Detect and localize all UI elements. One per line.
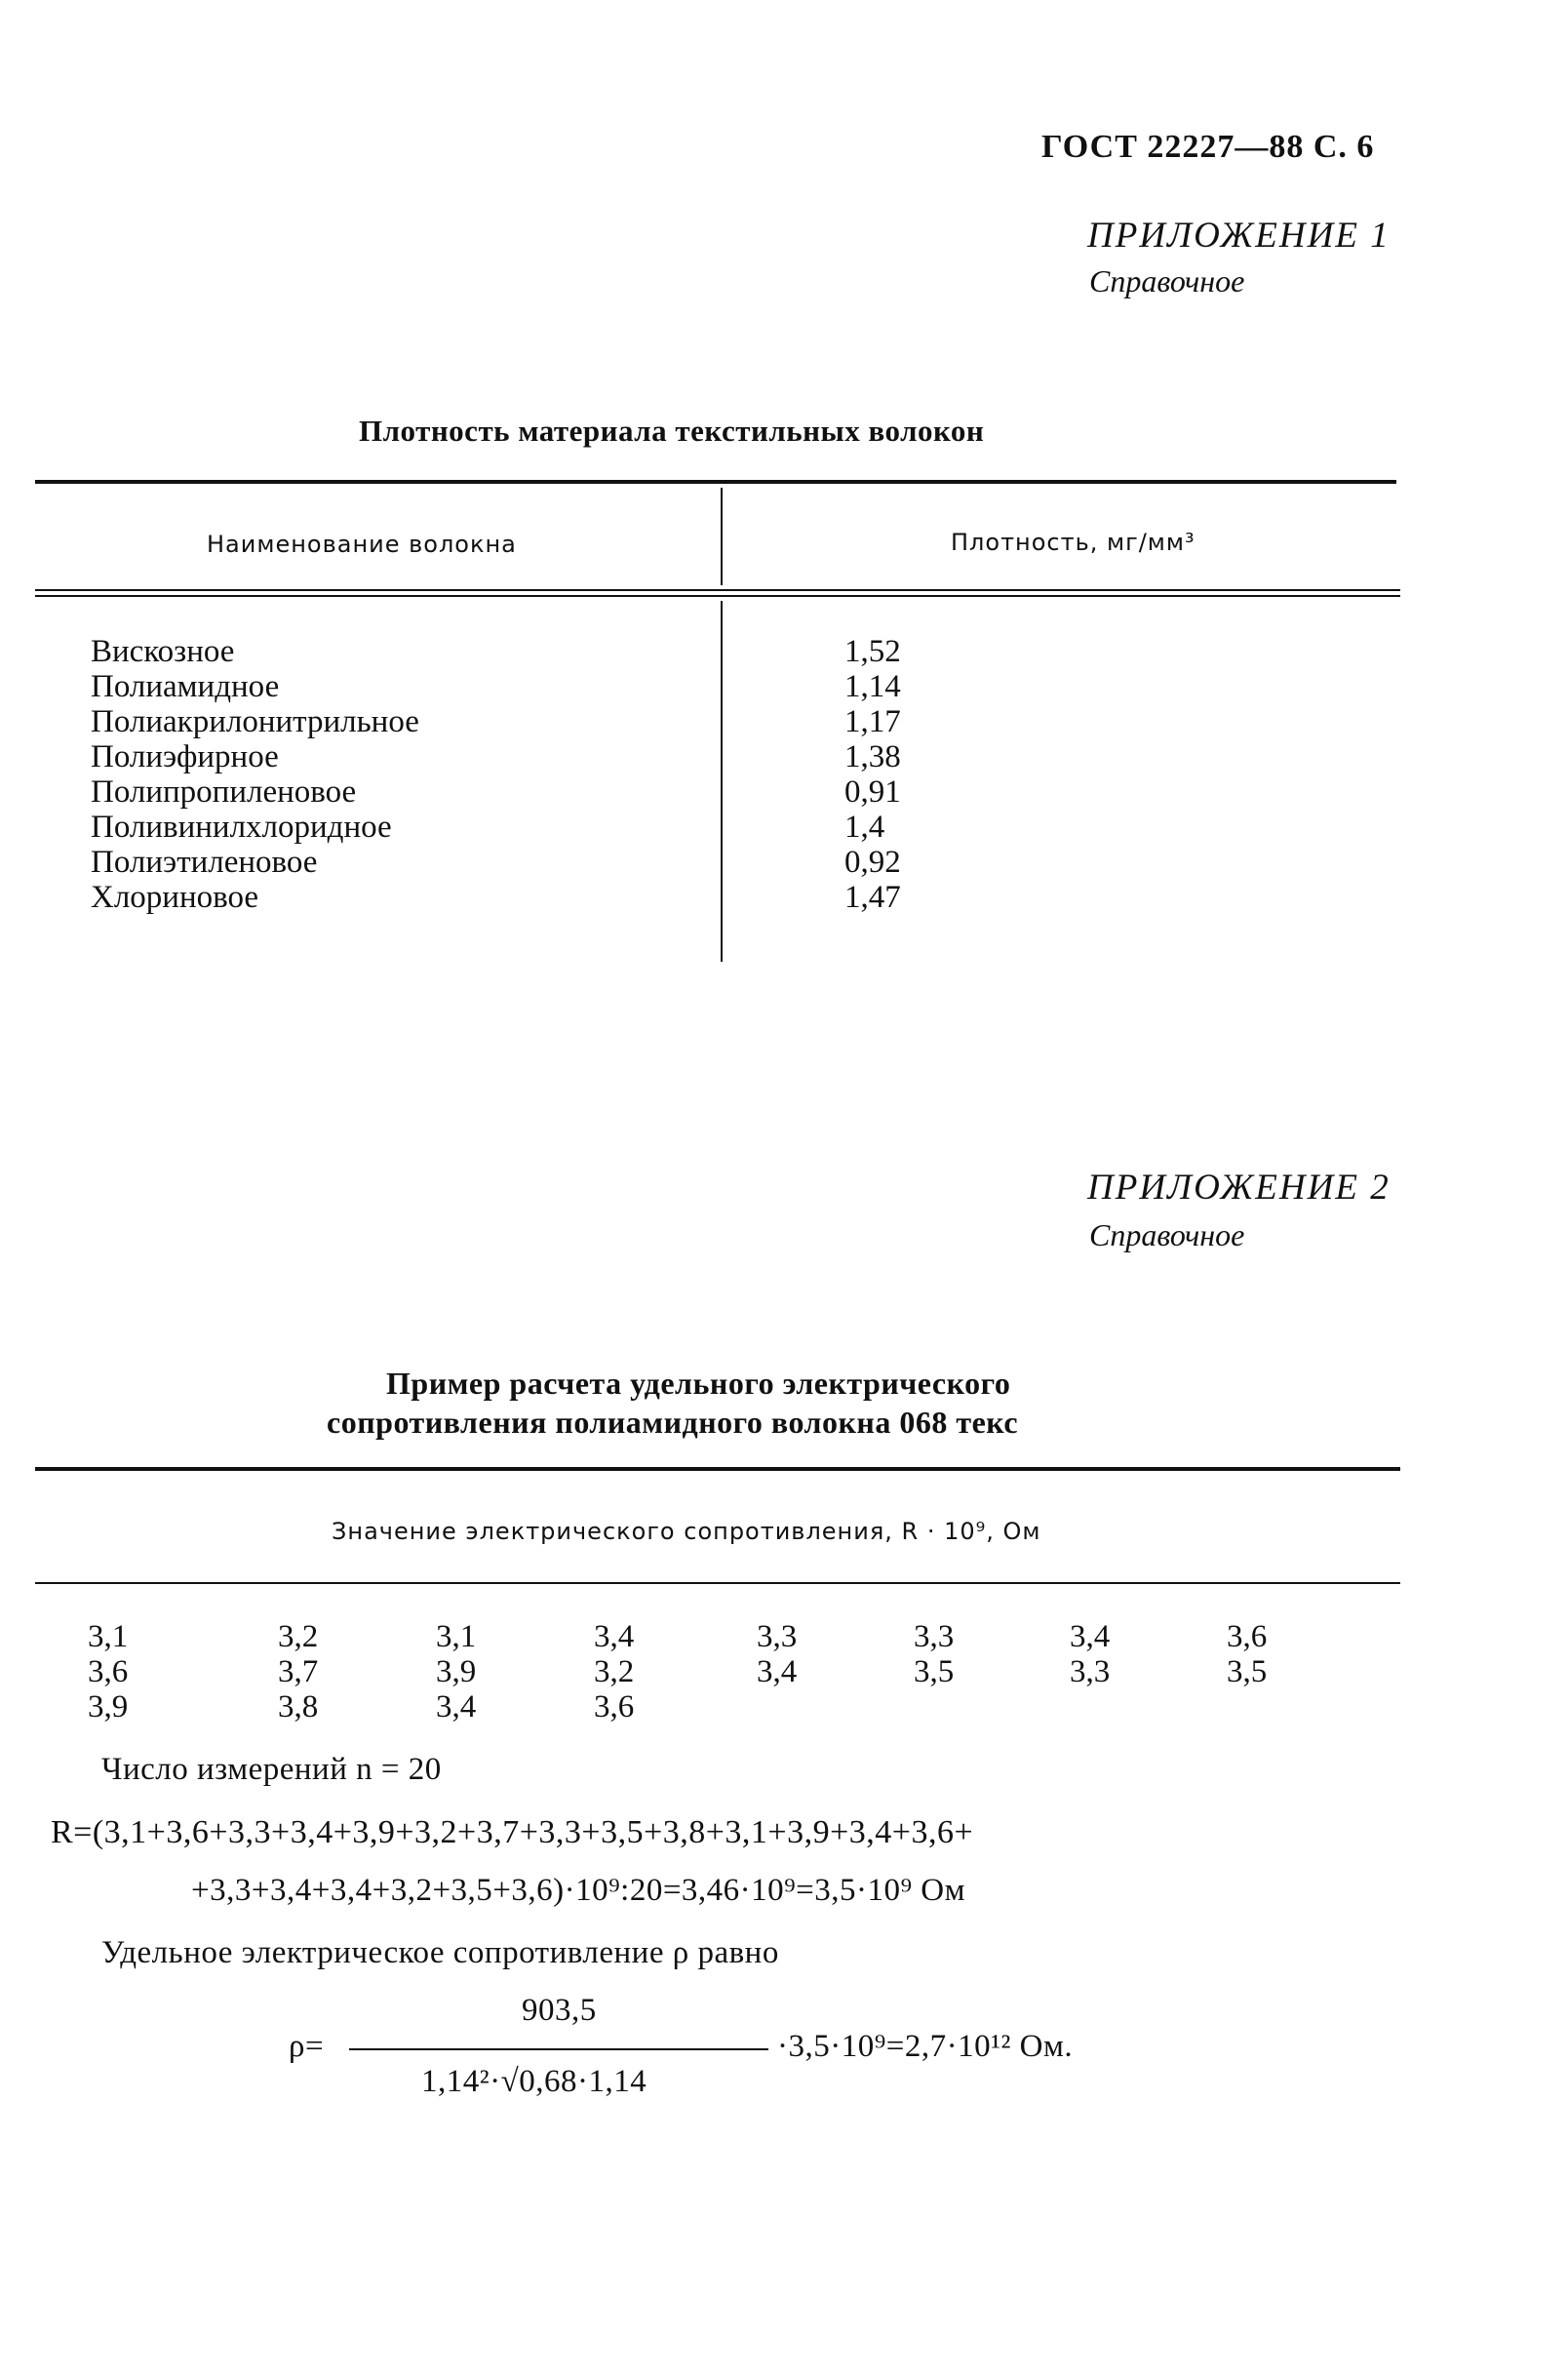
table-cell: 3,5 [1227, 1654, 1268, 1689]
appendix1-title: ПРИЛОЖЕНИЕ 1 [1087, 216, 1391, 256]
table-cell: 0,92 [844, 845, 901, 880]
table-cell: 1,52 [844, 634, 901, 669]
table-cell: 3,4 [594, 1619, 635, 1654]
table-row: Хлориновое [91, 880, 259, 915]
table-cell: 0,91 [844, 774, 901, 810]
table-cell: 3,3 [914, 1619, 955, 1654]
values-column-8 [1227, 1619, 1267, 1689]
table-cell: 3,6 [1227, 1619, 1268, 1654]
table-cell: 1,14 [844, 669, 901, 704]
table-cell: 3,8 [278, 1689, 319, 1725]
table-cell: 3,2 [594, 1654, 635, 1689]
values-column-5 [757, 1619, 797, 1689]
measurement-count: Число измерений n = 20 [101, 1752, 442, 1787]
table2-caption-line2: сопротивления полиамидного волокна 068 текс [327, 1405, 1019, 1440]
table1-col-name-header: Наименование волокна [207, 531, 517, 558]
values-column-7 [1070, 1619, 1110, 1689]
values-column-3 [436, 1619, 476, 1725]
resistivity-sentence: Удельное электрическое сопротивление ρ равно [101, 1935, 779, 1970]
table-cell: 3,6 [88, 1654, 129, 1689]
table-cell: 3,9 [88, 1689, 129, 1725]
values-column-6 [914, 1619, 954, 1689]
table1-body-divider [721, 601, 723, 962]
rho-symbol: ρ= [289, 2029, 325, 2064]
table-cell: 3,5 [914, 1654, 955, 1689]
table1-caption: Плотность материала текстильных волокон [359, 414, 985, 448]
table-row: Полиакрилонитрильное [91, 704, 419, 739]
table2-top-rule [35, 1467, 1400, 1471]
table2-caption-line1: Пример расчета удельного электрического [386, 1366, 1011, 1401]
table-cell: 3,6 [594, 1689, 635, 1725]
table1-fiber-names [91, 634, 419, 915]
appendix2-subtitle: Справочное [1089, 1217, 1245, 1252]
formula-r-line1: R=(3,1+3,6+3,3+3,4+3,9+3,2+3,7+3,3+3,5+3,8+3,1+3,9+3,4+3,6+ [51, 1814, 974, 1850]
table-row: Полипропиленовое [91, 774, 357, 810]
values-column-2 [278, 1619, 318, 1725]
table1-densities [844, 634, 901, 915]
table-row: Полиэтиленовое [91, 845, 318, 880]
table-cell: 3,2 [278, 1619, 319, 1654]
table-cell: 3,3 [1070, 1654, 1111, 1689]
table1-header-rule-2 [35, 595, 1400, 597]
table-row: Полиамидное [91, 669, 280, 704]
table2-header: Значение электрического сопротивления, R · 10⁹, Ом [332, 1518, 1041, 1545]
table-cell: 1,38 [844, 739, 901, 774]
values-column-4 [594, 1619, 634, 1725]
rho-result: ·3,5·10⁹=2,7·10¹² Ом. [777, 2029, 1074, 2064]
table-cell: 3,3 [757, 1619, 798, 1654]
rho-numerator: 903,5 [522, 1993, 597, 2028]
rho-denominator: 1,14²·√0,68·1,14 [421, 2064, 647, 2099]
table-row: Вискозное [91, 634, 235, 669]
table-cell: 3,7 [278, 1654, 319, 1689]
fraction-bar [349, 2048, 768, 2050]
table-cell: 1,4 [844, 810, 885, 845]
formula-r-line2: +3,3+3,4+3,4+3,2+3,5+3,6)·10⁹:20=3,46·10⁹=3,5·10⁹ Ом [191, 1873, 965, 1908]
table2-header-rule [35, 1582, 1400, 1584]
table-cell: 3,1 [88, 1619, 129, 1654]
appendix1-subtitle: Справочное [1089, 263, 1245, 298]
values-column-1 [88, 1619, 128, 1725]
table1-top-rule [35, 480, 1396, 484]
table1-header-divider [721, 488, 723, 585]
table-cell: 3,1 [436, 1619, 477, 1654]
table-cell: 3,4 [436, 1689, 477, 1725]
table-cell: 1,17 [844, 704, 901, 739]
table-row: Поливинилхлоридное [91, 810, 392, 845]
table-cell: 3,9 [436, 1654, 477, 1689]
table-row: Полиэфирное [91, 739, 279, 774]
appendix2-title: ПРИЛОЖЕНИЕ 2 [1087, 1168, 1391, 1208]
table1-col-density-header: Плотность, мг/мм³ [951, 529, 1196, 556]
document-reference: ГОСТ 22227—88 С. 6 [1041, 129, 1375, 165]
table-cell: 1,47 [844, 880, 901, 915]
table1-header-rule-1 [35, 589, 1400, 591]
table-cell: 3,4 [757, 1654, 798, 1689]
table-cell: 3,4 [1070, 1619, 1111, 1654]
